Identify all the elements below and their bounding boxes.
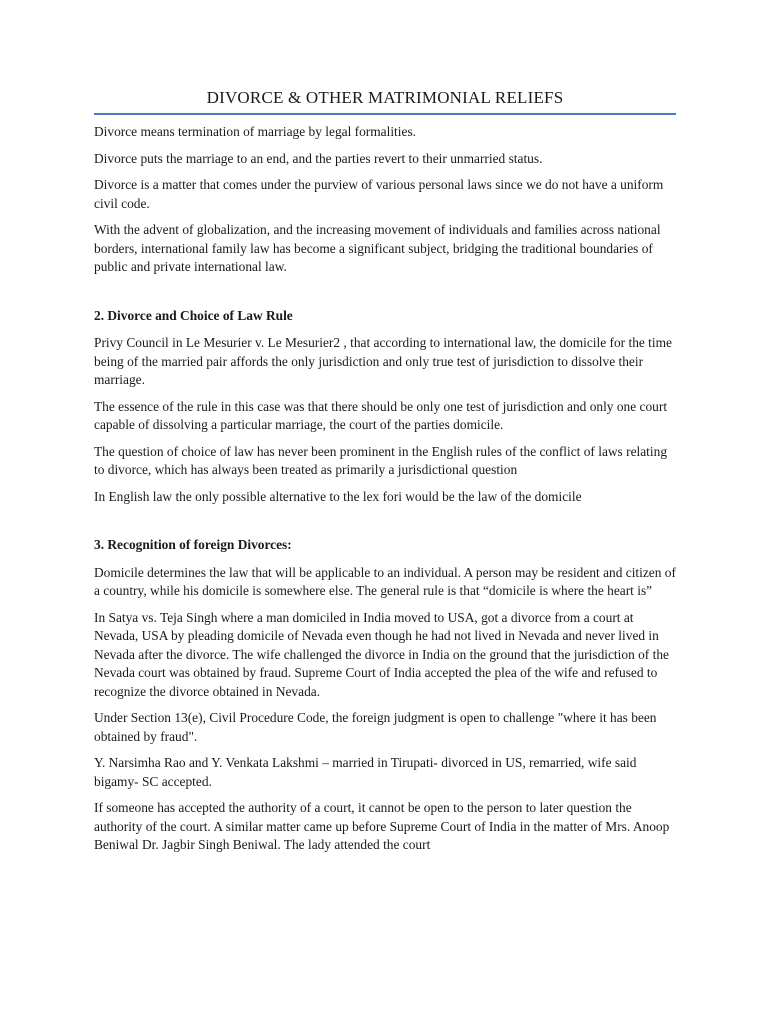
- section-3-paragraph-2: In Satya vs. Teja Singh where a man domiciled in India moved to USA, got a divorce from a court at Nevada, USA by pleading domicile of Nevada even though he had not lived in Nevada and never lived in Nevada after the divorce. The wife challenged the divorce in India on the ground that the jurisdiction of the Nevada court was obtained by fraud. Supreme Court of India accepted the plea of the wife and refused to recognize the divorce obtained in Nevada.: [94, 609, 669, 699]
- section-3-paragraph-5: If someone has accepted the authority of a court, it cannot be open to the person to later question the authority of the court. A similar matter came up before Supreme Court of India in the matter of Mrs. Anoop Beniwal Dr. Jagbir Singh Beniwal. The lady attended the court: [94, 800, 670, 852]
- section-3-heading: 3. Recognition of foreign Divorces:: [94, 537, 292, 552]
- section-2-paragraph-1: Privy Council in Le Mesurier v. Le Mesurier2 , that according to international law, the domicile for the time being of the married pair affords the only jurisdiction and only true test of jurisdiction to dissolve their marriage.: [94, 335, 672, 387]
- title-underline: [94, 113, 676, 115]
- section-3-paragraph-3: Under Section 13(e), Civil Procedure Code, the foreign judgment is open to challenge "where it has been obtained by fraud".: [94, 710, 657, 744]
- intro-paragraph-3: Divorce is a matter that comes under the purview of various personal laws since we do not have a uniform civil code.: [94, 177, 664, 211]
- section-2-paragraph-4: In English law the only possible alternative to the lex fori would be the law of the domicile: [94, 488, 582, 504]
- document-title: DIVORCE & OTHER MATRIMONIAL RELIEFS: [206, 88, 564, 107]
- intro-paragraph-4: With the advent of globalization, and the increasing movement of individuals and families across national borders, international family law has become a significant subject, bridging the traditional boundaries of public and private international law.: [94, 222, 661, 274]
- section-3-paragraph-1: Domicile determines the law that will be applicable to an individual. A person may be resident and citizen of a country, while his domicile is somewhere else. The general rule is that “domicile is where the heart is”: [94, 564, 676, 598]
- section-spacer: [94, 514, 676, 536]
- section-3-paragraph-4: Y. Narsimha Rao and Y. Venkata Lakshmi – married in Tirupati- divorced in US, remarried, wife said bigamy- SC accepted.: [94, 755, 637, 789]
- section-spacer: [94, 285, 676, 307]
- section-2-heading: 2. Divorce and Choice of Law Rule: [94, 307, 293, 323]
- section-2-paragraph-3: The question of choice of law has never been prominent in the English rules of the conflict of laws relating to divorce, which has always been treated as primarily a jurisdictional question: [94, 443, 668, 477]
- section-2-paragraph-2: The essence of the rule in this case was that there should be only one test of jurisdiction and only one court capable of dissolving a particular marriage, the court of the parties domicile.: [94, 398, 668, 432]
- document-page: [94, 86, 676, 863]
- intro-paragraph-2: Divorce puts the marriage to an end, and the parties revert to their unmarried status.: [94, 150, 543, 166]
- intro-paragraph-1: Divorce means termination of marriage by legal formalities.: [94, 124, 417, 139]
